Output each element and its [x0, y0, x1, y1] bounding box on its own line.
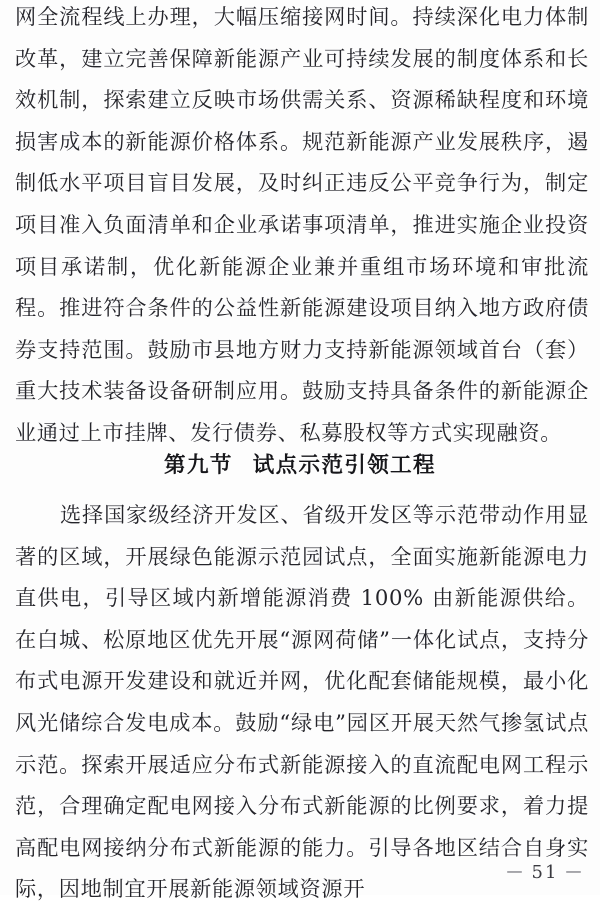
page-number-dash-right: — [565, 861, 584, 880]
paragraph-section-body: 选择国家级经济开发区、省级开发区等示范带动作用显著的区域，开展绿色能源示范园试点，全面实施新能源电力直供电，引导区域内新增能源消费 100% 由新能源供给。在白城、松原地区优先开展“源网荷储”一体化试点，支持分布式电源开发建设和就近并网，优化配套储能规模，最小化风光储综合发电成本。鼓励“绿电”园区开展天然气掺氢试点示范。探索开展适应分布式新能源接入的直流配电网工程示范，合理确定配电网接入分布式新能源的比例要求，着力提高配电网接纳分布式新能源的能力。引导各地区结合自身实际，因地制宜开展新能源领域资源开 [15, 502, 589, 902]
section-heading [0, 448, 600, 482]
body-text-block-lower [15, 494, 589, 910]
page-number-footer [0, 861, 600, 883]
body-text-block-upper [15, 0, 589, 454]
section-heading-label: 第九节 [164, 453, 233, 477]
page-number-value: 51 [531, 862, 559, 883]
page-number-dash-left: — [506, 861, 525, 880]
section-heading-title: 试点示范引领工程 [252, 453, 436, 477]
paragraph-continued-from-previous-page: 网全流程线上办理，大幅压缩接网时间。持续深化电力体制改革，建立完善保障新能源产业可持续发展的制度体系和长效机制，探索建立反映市场供需关系、资源稀缺程度和环境损害成本的新能源价格体系。规范新能源产业发展秩序，遏制低水平项目盲目发展，及时纠正违反公平竞争行为，制定项目准入负面清单和企业承诺事项清单，推进实施企业投资项目承诺制，优化新能源企业兼并重组市场环境和审批流程。推进符合条件的公益性新能源建设项目纳入地方政府债券支持范围。鼓励市县地方财力支持新能源领域首台（套）重大技术装备设备研制应用。鼓励支持具备条件的新能源企业通过上市挂牌、发行债券、私募股权等方式实现融资。 [15, 4, 589, 445]
page-number-group [500, 861, 591, 883]
